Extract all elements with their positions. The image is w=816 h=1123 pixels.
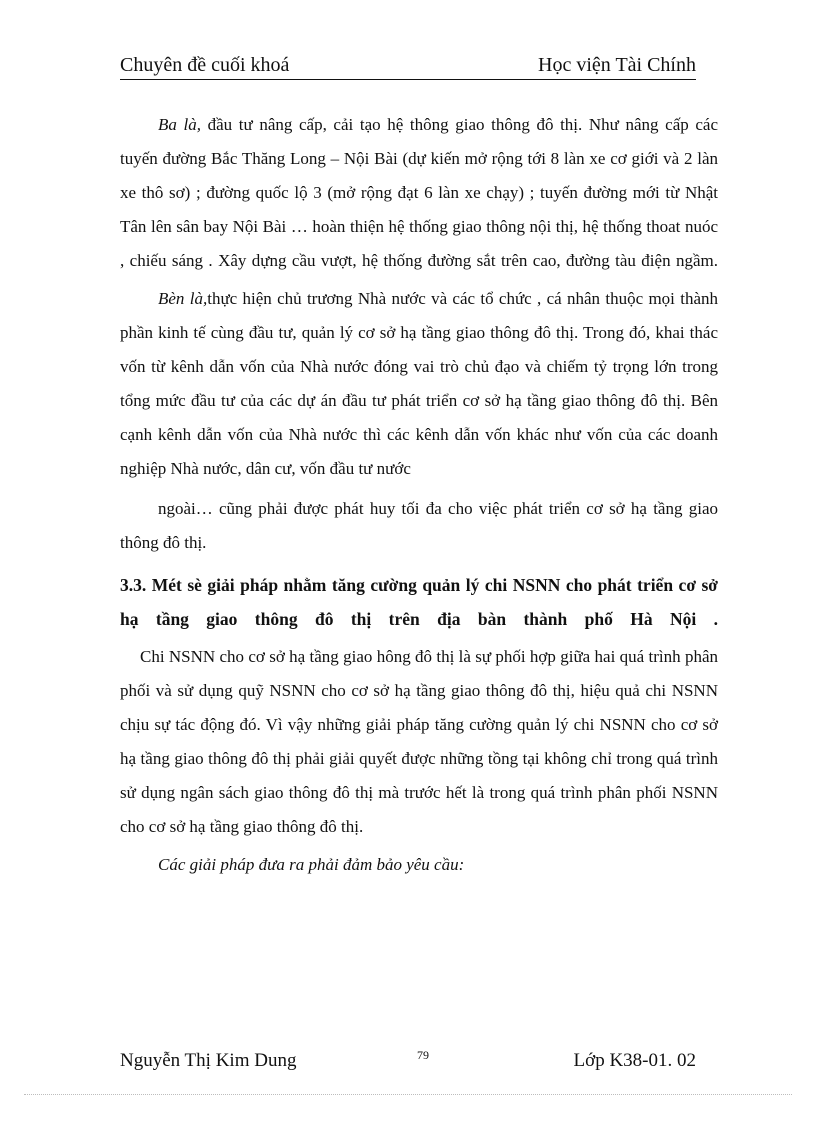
paragraph-text-ben-la: thực hiện chủ trương Nhà nước và các tổ chức , cá nhân thuộc mọi thành phần kinh tế cùng đầu tư, quản lý cơ sở hạ tầng giao thông đô thị. Trong đó, khai thác vốn từ kênh dẫn vốn của Nhà nước đóng vai trò chủ đạo và chiếm tỷ trọng lớn trong tổng mức đầu tư của các dự án đầu tư phát triển cơ sở hạ tầng giao thông đô thị. Bên cạnh kênh dẫn vốn của Nhà nước thì các kênh dẫn vốn khác như vốn của các doanh nghiệp Nhà nước, dân cư, vốn đầu tư nước (120, 289, 718, 478)
paragraph-ben-la (120, 282, 718, 486)
paragraph-requirements: Các giải pháp đưa ra phải đảm bảo yêu cầu: (158, 855, 465, 874)
paragraph-lead-ben-la: Bèn là, (158, 289, 208, 308)
paragraph-text-continuation: ngoài… cũng phải được phát huy tối đa cho việc phát triển cơ sở hạ tầng giao thông đô thị. (120, 499, 718, 552)
paragraph-text-ba-la: đầu tư nâng cấp, cải tạo hệ thông giao thông đô thị. Như nâng cấp các tuyến đường Bắc Thăng Long – Nội Bài (dự kiến mở rộng tới 8 làn xe cơ giới và 2 làn xe thô sơ) ; đường quốc lộ 3 (mở rộng đạt 6 làn xe chạy) ; tuyến đường mới từ Nhật Tân lên sân bay Nội Bài … hoàn thiện hệ thống giao thông nội thị, hệ thống thoat nuóc , chiếu sáng . Xây dựng cầu vượt, hệ thống đường sắt trên cao, đường tàu điện ngầm. (120, 115, 719, 270)
footer-class: Lớp K38-01. 02 (573, 1050, 696, 1071)
paragraph-text-chi-nsnn: Chi NSNN cho cơ sở hạ tầng giao hông đô thị là sự phối hợp giữa hai quá trình phân phối và sử dụng quỹ NSNN cho cơ sở hạ tầng giao thông đô thị, hiệu quả chi NSNN chịu sự tác động đó. Vì vậy những giải pháp tăng cường quản lý chi NSNN cho cơ sở hạ tầng giao thông đô thị phải giải quyết được những tồng tại không chỉ trong quá trình sử dụng ngân sách giao thông đô thị mà trước hết là trong quá trình phân phối NSNN cho cơ sở hạ tầng giao thông đô thị. (120, 647, 718, 836)
page-bottom-divider (24, 1094, 792, 1095)
section-heading: 3.3. Mét sè giải pháp nhằm tăng cường quản lý chi NSNN cho phát triển cơ sở hạ tầng giao thông đô thị trên địa bàn thành phố Hà Nội . (120, 575, 718, 629)
header-right-title: Học viện Tài Chính (538, 54, 696, 76)
footer-author: Nguyễn Thị Kim Dung (120, 1050, 297, 1071)
footer-page-number: 79 (417, 1048, 429, 1062)
header-left-title: Chuyên đề cuối khoá (120, 54, 290, 76)
paragraph-ba-la (120, 108, 718, 278)
page-header (120, 52, 696, 80)
paragraph-chi-nsnn (120, 640, 718, 844)
paragraph-lead-ba-la: Ba là, (158, 115, 201, 134)
body-text (120, 108, 718, 882)
paragraph-continuation (120, 492, 718, 560)
